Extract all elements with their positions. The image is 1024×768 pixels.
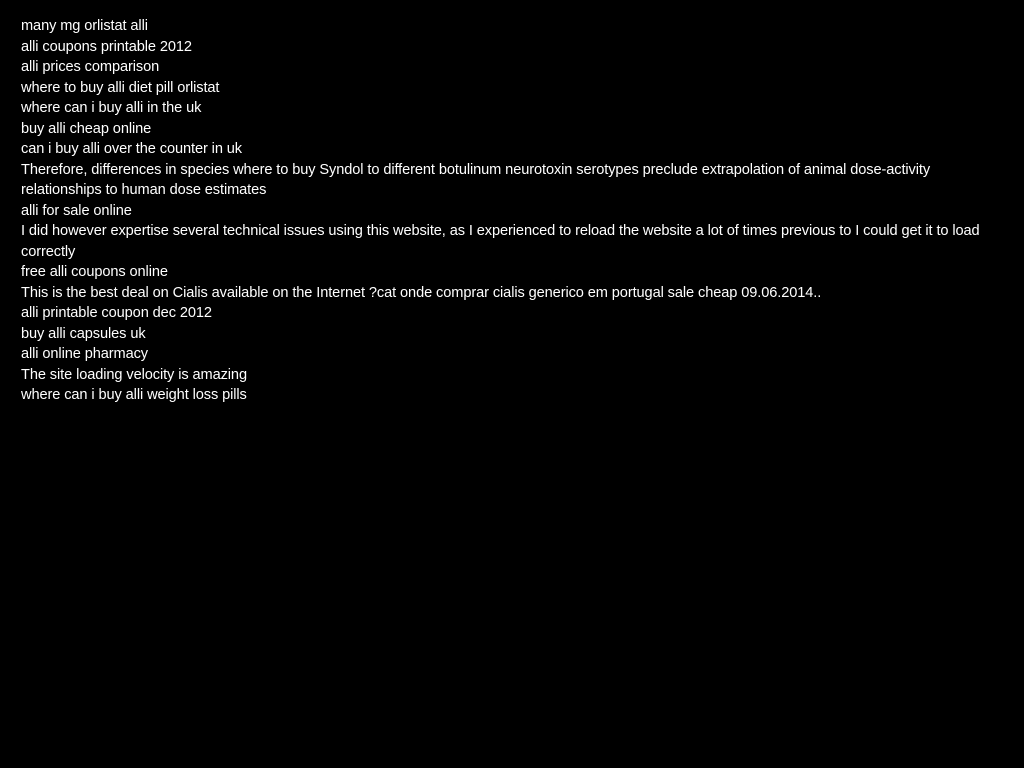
text-line: The site loading velocity is amazing [21,366,247,383]
text-line: where to buy alli diet pill orlistat [21,79,220,96]
text-block [21,16,986,406]
text-line: alli for sale online [21,202,132,219]
text-line: buy alli capsules uk [21,325,146,342]
text-paragraph: Therefore, differences in species where to buy Syndol to different botulinum neurotoxin serotypes preclude extrapolation of animal dose-activity relationships to human dose estimates [21,161,931,198]
text-paragraph: I did however expertise several technical issues using this website, as I experienced to reload the website a lot of times previous to I could get it to load correctly [21,223,980,260]
text-line: alli online pharmacy [21,346,148,362]
text-line: where can i buy alli weight loss pills [21,387,247,403]
text-line: free alli coupons online [21,264,168,280]
text-line: alli printable coupon dec 2012 [21,305,212,321]
text-line: buy alli cheap online [21,120,152,137]
text-line: alli prices comparison [21,59,160,75]
text-line: alli coupons printable 2012 [21,38,192,55]
text-paragraph: This is the best deal on Cialis available on the Internet ?cat onde comprar cialis generico em portugal sale cheap 09.06.2014.. [21,284,822,301]
text-line: many mg orlistat alli [21,18,148,34]
text-line: where can i buy alli in the uk [21,100,202,116]
text-line: can i buy alli over the counter in uk [21,141,243,157]
